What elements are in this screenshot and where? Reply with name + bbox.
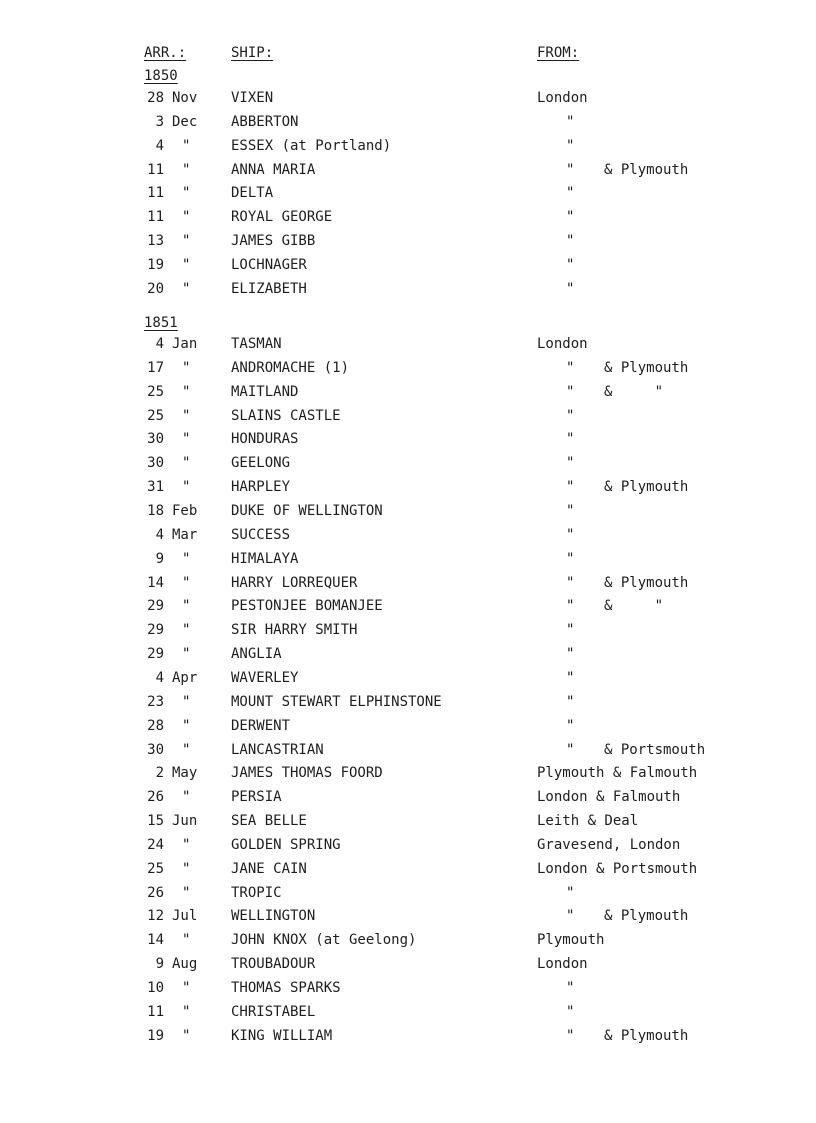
- ship-name: VIXEN: [231, 90, 274, 106]
- arrival-month: ": [182, 383, 191, 400]
- arrival-day: 26: [147, 884, 164, 901]
- ship-name: DERWENT: [231, 717, 291, 734]
- ditto-mark: ": [566, 980, 575, 996]
- header-arrival: ARR.:: [144, 45, 187, 61]
- arrival-row: [0, 429, 816, 449]
- departure-port: London & Falmouth: [537, 789, 681, 806]
- arrival-day: 2: [155, 765, 164, 782]
- arrival-month: Aug: [172, 956, 198, 973]
- arrival-day: 30: [147, 455, 164, 472]
- arrival-row: [0, 859, 816, 879]
- ship-name: GEELONG: [231, 455, 291, 472]
- arrival-month: Nov: [172, 90, 198, 106]
- departure-port: London & Portsmouth: [537, 860, 698, 877]
- arrival-row: [0, 112, 816, 132]
- arrival-month: ": [182, 137, 191, 154]
- arrival-row: [0, 620, 816, 640]
- arrival-month: ": [182, 257, 191, 273]
- arrival-month: ": [182, 233, 191, 250]
- arrival-month: Jul: [172, 908, 198, 925]
- ditto-mark: ": [566, 431, 575, 448]
- year-heading: 1851: [144, 315, 178, 331]
- arrival-row: [0, 954, 816, 974]
- arrival-row: [0, 644, 816, 664]
- ditto-mark: ": [566, 622, 575, 639]
- arrival-row: [0, 692, 816, 712]
- arrival-row: [0, 668, 816, 688]
- arrival-month: ": [182, 574, 191, 591]
- arrival-day: 18: [147, 503, 164, 519]
- arrival-day: 25: [147, 860, 164, 877]
- arrival-row: [0, 279, 816, 299]
- arrival-row: [0, 740, 816, 760]
- ship-name: ANGLIA: [231, 646, 282, 662]
- arrival-day: 4: [155, 669, 164, 686]
- departure-port: Plymouth & Falmouth: [537, 765, 698, 782]
- departure-port: London: [537, 90, 588, 106]
- arrival-month: ": [182, 407, 191, 424]
- ditto-mark: ": [566, 669, 575, 686]
- arrival-day: 4: [155, 336, 164, 352]
- ship-name: ROYAL GEORGE: [231, 209, 333, 226]
- arrival-row: [0, 978, 816, 998]
- ship-name: SIR HARRY SMITH: [231, 622, 358, 639]
- ship-name: TASMAN: [231, 336, 282, 352]
- arrival-row: [0, 835, 816, 855]
- arrival-day: 26: [147, 789, 164, 806]
- ditto-mark: ": [566, 455, 575, 472]
- arrival-day: 28: [147, 90, 164, 106]
- ship-name: DELTA: [231, 185, 274, 202]
- arrival-row: [0, 501, 816, 521]
- arrival-row: [0, 160, 816, 180]
- arrival-month: ": [182, 598, 191, 615]
- departure-port: London: [537, 336, 588, 352]
- ditto-mark: ": [566, 550, 575, 567]
- ditto-mark: ": [566, 1027, 575, 1044]
- arrival-day: 9: [155, 550, 164, 567]
- arrival-day: 14: [147, 574, 164, 591]
- header-from: FROM:: [537, 45, 580, 61]
- ditto-mark: ": [566, 717, 575, 734]
- arrival-month: Dec: [172, 113, 198, 130]
- arrival-month: ": [182, 622, 191, 639]
- arrival-row: [0, 406, 816, 426]
- arrival-day: 14: [147, 932, 164, 949]
- ditto-mark: ": [566, 185, 575, 202]
- arrival-day: 19: [147, 257, 164, 273]
- arrival-month: ": [182, 860, 191, 877]
- arrival-month: ": [182, 359, 191, 376]
- arrival-day: 9: [155, 956, 164, 973]
- arrival-month: ": [182, 932, 191, 949]
- additional-port: & Portsmouth: [604, 741, 706, 758]
- ditto-mark: ": [566, 884, 575, 901]
- arrival-month: Mar: [172, 526, 198, 543]
- additional-port: & ": [604, 598, 664, 615]
- arrival-row: [0, 88, 816, 108]
- arrival-month: ": [182, 884, 191, 901]
- ship-name: ESSEX (at Portland): [231, 137, 392, 154]
- arrival-day: 12: [147, 908, 164, 925]
- ship-name: ANNA MARIA: [231, 161, 316, 178]
- departure-port: Leith & Deal: [537, 813, 639, 829]
- arrival-row: [0, 930, 816, 950]
- ship-name: HARRY LORREQUER: [231, 574, 358, 591]
- arrival-row: [0, 136, 816, 156]
- arrival-month: ": [182, 717, 191, 734]
- arrival-row: [0, 763, 816, 783]
- ship-name: ABBERTON: [231, 113, 299, 130]
- ditto-mark: ": [566, 503, 575, 519]
- ship-name: DUKE OF WELLINGTON: [231, 503, 383, 519]
- arrival-month: ": [182, 980, 191, 996]
- arrival-month: Jan: [172, 336, 198, 352]
- arrival-day: 15: [147, 813, 164, 829]
- ship-name: THOMAS SPARKS: [231, 980, 341, 996]
- arrival-month: ": [182, 836, 191, 853]
- ship-name: JOHN KNOX (at Geelong): [231, 932, 417, 949]
- additional-port: & Plymouth: [604, 908, 689, 925]
- ship-name: SEA BELLE: [231, 813, 307, 829]
- arrival-day: 11: [147, 1003, 164, 1020]
- arrival-month: ": [182, 185, 191, 202]
- ditto-mark: ": [566, 161, 575, 178]
- ditto-mark: ": [566, 479, 575, 496]
- ship-name: WAVERLEY: [231, 669, 299, 686]
- arrival-row: [0, 1002, 816, 1022]
- ditto-mark: ": [566, 1003, 575, 1020]
- arrival-day: 13: [147, 233, 164, 250]
- additional-port: & Plymouth: [604, 574, 689, 591]
- departure-port: London: [537, 956, 588, 973]
- ship-name: HARPLEY: [231, 479, 291, 496]
- header-ship: SHIP:: [231, 45, 274, 61]
- arrival-month: ": [182, 455, 191, 472]
- ditto-mark: ": [566, 598, 575, 615]
- arrival-row: [0, 906, 816, 926]
- ditto-mark: ": [566, 280, 575, 297]
- ditto-mark: ": [566, 383, 575, 400]
- ship-name: PESTONJEE BOMANJEE: [231, 598, 383, 615]
- arrival-row: [0, 1026, 816, 1046]
- ship-name: JANE CAIN: [231, 860, 307, 877]
- arrival-month: May: [172, 765, 198, 782]
- arrival-month: ": [182, 789, 191, 806]
- year-heading: 1850: [144, 68, 178, 84]
- ditto-mark: ": [566, 407, 575, 424]
- additional-port: & ": [604, 383, 664, 400]
- arrival-row: [0, 549, 816, 569]
- ship-name: JAMES GIBB: [231, 233, 316, 250]
- arrival-row: [0, 255, 816, 275]
- arrival-row: [0, 716, 816, 736]
- ditto-mark: ": [566, 574, 575, 591]
- arrival-month: Apr: [172, 669, 198, 686]
- ship-name: MAITLAND: [231, 383, 299, 400]
- arrival-day: 30: [147, 741, 164, 758]
- ditto-mark: ": [566, 359, 575, 376]
- arrival-month: ": [182, 161, 191, 178]
- ship-name: TROUBADOUR: [231, 956, 316, 973]
- arrival-day: 17: [147, 359, 164, 376]
- ship-name: GOLDEN SPRING: [231, 836, 341, 853]
- arrival-row: [0, 382, 816, 402]
- ditto-mark: ": [566, 741, 575, 758]
- arrival-month: ": [182, 431, 191, 448]
- ship-name: CHRISTABEL: [231, 1003, 316, 1020]
- arrival-day: 4: [155, 137, 164, 154]
- ship-name: LANCASTRIAN: [231, 741, 324, 758]
- arrival-day: 3: [155, 113, 164, 130]
- arrival-row: [0, 231, 816, 251]
- arrival-row: [0, 573, 816, 593]
- arrival-month: ": [182, 479, 191, 496]
- ship-name: JAMES THOMAS FOORD: [231, 765, 383, 782]
- additional-port: & Plymouth: [604, 479, 689, 496]
- arrival-day: 23: [147, 693, 164, 710]
- ship-name: TROPIC: [231, 884, 282, 901]
- arrival-row: [0, 453, 816, 473]
- ship-name: WELLINGTON: [231, 908, 316, 925]
- arrival-day: 31: [147, 479, 164, 496]
- ditto-mark: ": [566, 137, 575, 154]
- arrival-row: [0, 358, 816, 378]
- arrival-month: ": [182, 1003, 191, 1020]
- arrival-day: 30: [147, 431, 164, 448]
- arrival-day: 11: [147, 161, 164, 178]
- arrival-day: 25: [147, 407, 164, 424]
- ditto-mark: ": [566, 257, 575, 273]
- additional-port: & Plymouth: [604, 161, 689, 178]
- ship-name: HIMALAYA: [231, 550, 299, 567]
- arrival-row: [0, 334, 816, 354]
- arrival-day: 24: [147, 836, 164, 853]
- ditto-mark: ": [566, 646, 575, 662]
- additional-port: & Plymouth: [604, 359, 689, 376]
- arrival-month: ": [182, 209, 191, 226]
- arrival-day: 19: [147, 1027, 164, 1044]
- arrival-month: Feb: [172, 503, 198, 519]
- ship-name: LOCHNAGER: [231, 257, 307, 273]
- ditto-mark: ": [566, 113, 575, 130]
- arrival-day: 10: [147, 980, 164, 996]
- arrival-day: 29: [147, 622, 164, 639]
- ship-name: ANDROMACHE (1): [231, 359, 350, 376]
- arrival-day: 11: [147, 185, 164, 202]
- departure-port: Plymouth: [537, 932, 605, 949]
- arrival-row: [0, 525, 816, 545]
- ditto-mark: ": [566, 526, 575, 543]
- arrival-day: 25: [147, 383, 164, 400]
- arrival-month: ": [182, 741, 191, 758]
- ship-name: PERSIA: [231, 789, 282, 806]
- departure-port: Gravesend, London: [537, 836, 681, 853]
- arrival-month: ": [182, 1027, 191, 1044]
- ship-name: ELIZABETH: [231, 280, 307, 297]
- arrival-month: ": [182, 280, 191, 297]
- ship-name: SLAINS CASTLE: [231, 407, 341, 424]
- ship-name: MOUNT STEWART ELPHINSTONE: [231, 693, 442, 710]
- arrival-day: 29: [147, 598, 164, 615]
- arrival-day: 28: [147, 717, 164, 734]
- ship-name: HONDURAS: [231, 431, 299, 448]
- arrival-row: [0, 207, 816, 227]
- ditto-mark: ": [566, 233, 575, 250]
- ditto-mark: ": [566, 209, 575, 226]
- arrival-day: 29: [147, 646, 164, 662]
- ship-name: SUCCESS: [231, 526, 291, 543]
- arrival-row: [0, 183, 816, 203]
- arrival-month: ": [182, 646, 191, 662]
- arrival-day: 11: [147, 209, 164, 226]
- arrival-row: [0, 477, 816, 497]
- arrival-row: [0, 787, 816, 807]
- additional-port: & Plymouth: [604, 1027, 689, 1044]
- ship-name: KING WILLIAM: [231, 1027, 333, 1044]
- arrival-month: Jun: [172, 813, 198, 829]
- arrival-month: ": [182, 550, 191, 567]
- arrival-row: [0, 811, 816, 831]
- ditto-mark: ": [566, 908, 575, 925]
- ditto-mark: ": [566, 693, 575, 710]
- arrival-row: [0, 883, 816, 903]
- arrival-month: ": [182, 693, 191, 710]
- arrival-day: 20: [147, 280, 164, 297]
- arrival-row: [0, 596, 816, 616]
- arrival-day: 4: [155, 526, 164, 543]
